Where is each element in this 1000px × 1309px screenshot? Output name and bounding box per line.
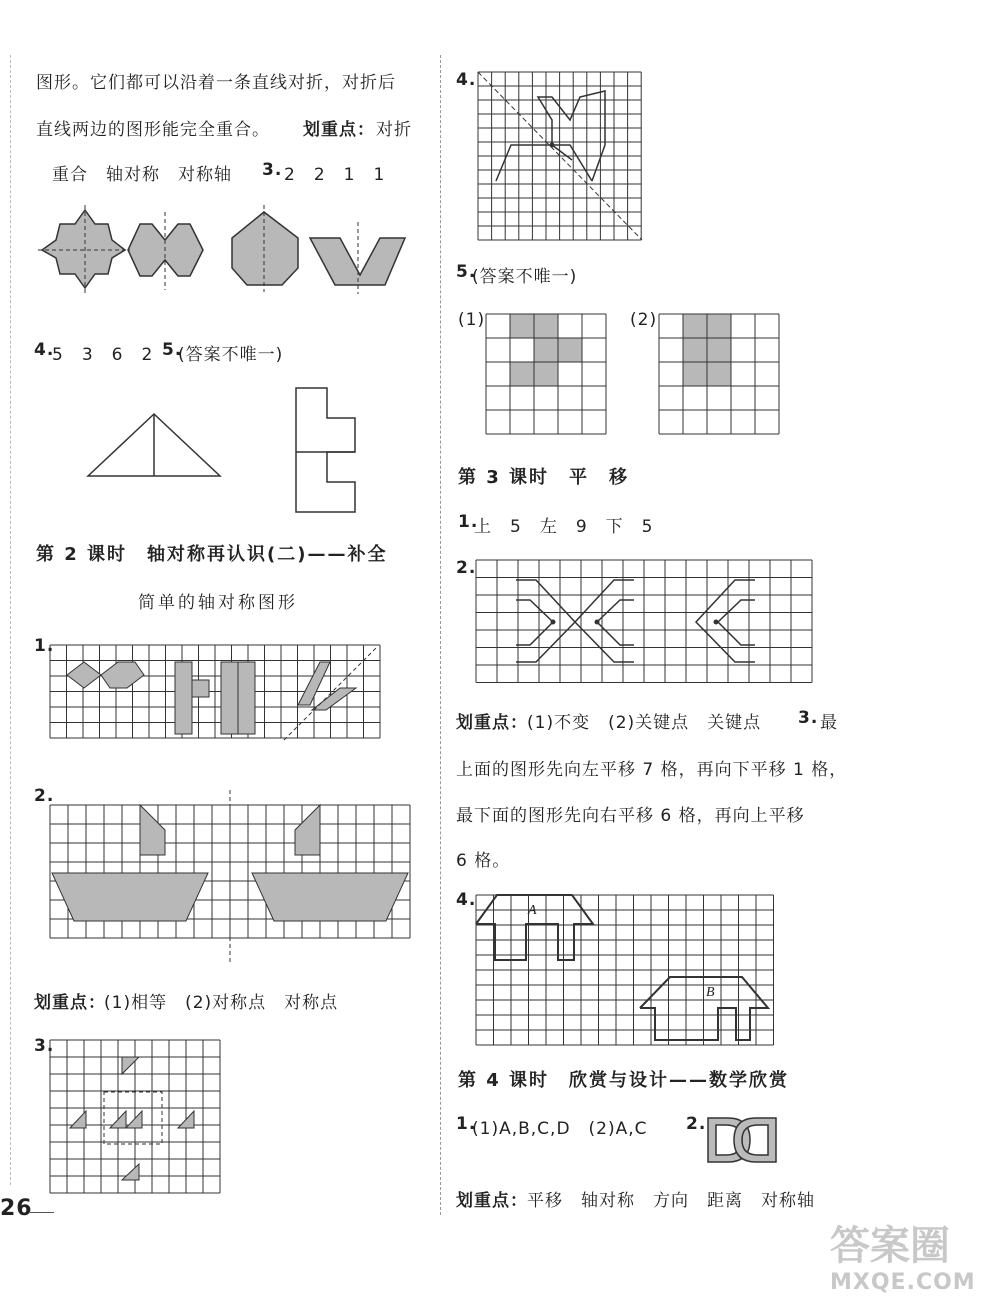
ex3-label: 3.: [34, 1036, 55, 1056]
focus3-text: (1)相等 (2)对称点 对称点: [104, 993, 339, 1013]
lesson2-subtitle: 简单的轴对称图形: [138, 593, 298, 613]
q4-answers: 5 3 6 2: [52, 345, 154, 365]
r-q5-label: 5.: [456, 262, 477, 282]
l3q4-label: 4.: [456, 890, 477, 910]
lesson4-title: 第 4 课时 欣赏与设计——数学欣赏: [458, 1070, 790, 1091]
r-q4-label: 4.: [456, 70, 477, 90]
point-a: A: [528, 903, 537, 918]
focus-text: 对折: [376, 120, 412, 140]
focus-label: 划重点：: [303, 120, 375, 140]
l4q1-label: 1.: [456, 1114, 477, 1134]
text-line-1: 图形。它们都可以沿着一条直线对折，对折后: [36, 73, 396, 93]
text-line-2: 直线两边的图形能完全重合。: [36, 120, 270, 140]
r-focus-text: (1)不变 (2)关键点 关键点: [527, 713, 762, 733]
q4-label: 4.: [34, 340, 55, 360]
q5-label: 5.: [162, 340, 183, 360]
q3-label: 3.: [262, 160, 283, 180]
lesson3-title: 第 3 课时 平 移: [458, 467, 630, 488]
page-number: 26: [0, 1196, 33, 1221]
q5-note: (答案不唯一): [178, 345, 284, 365]
ex1-label: 1.: [34, 636, 55, 656]
l4-focus-label: 划重点：: [456, 1191, 528, 1211]
l4q1-answers: (1)A,B,C,D (2)A,C: [472, 1119, 648, 1139]
r-focus-label: 划重点：: [456, 713, 528, 733]
ex2-label: 2.: [34, 786, 55, 806]
watermark-url: MXQE.COM: [830, 1270, 976, 1295]
l3q1-label: 1.: [458, 512, 479, 532]
fig2-label: (2): [630, 310, 658, 330]
l4q2-label: 2.: [686, 1114, 707, 1134]
lesson2-title: 第 2 课时 轴对称再认识(二)——补全: [36, 544, 388, 565]
r-q3-line1: 最: [820, 713, 838, 733]
r-q3-line4: 6 格。: [456, 851, 511, 871]
fig1-label: (1): [458, 310, 486, 330]
r-q5-note: (答案不唯一): [472, 267, 578, 287]
page-number-rule: [30, 1212, 54, 1213]
r-q3-line3: 最下面的图形先向右平移 6 格，再向上平移: [456, 806, 805, 826]
q3-answers: 2 2 1 1: [284, 165, 386, 185]
focus3-label: 划重点：: [34, 993, 106, 1013]
r-q3-line2: 上面的图形先向左平移 7 格，再向下平移 1 格，: [456, 760, 848, 780]
l4-focus-text: 平移 轴对称 方向 距离 对称轴: [527, 1191, 815, 1211]
text-line-3: 重合 轴对称 对称轴: [52, 165, 232, 185]
point-b: B: [706, 985, 715, 1000]
l3q2-label: 2.: [456, 558, 477, 578]
r-q3-label: 3.: [798, 708, 819, 728]
watermark-logo: 答案圈: [830, 1223, 950, 1269]
l3q1-answers: 上 5 左 9 下 5: [474, 517, 654, 537]
